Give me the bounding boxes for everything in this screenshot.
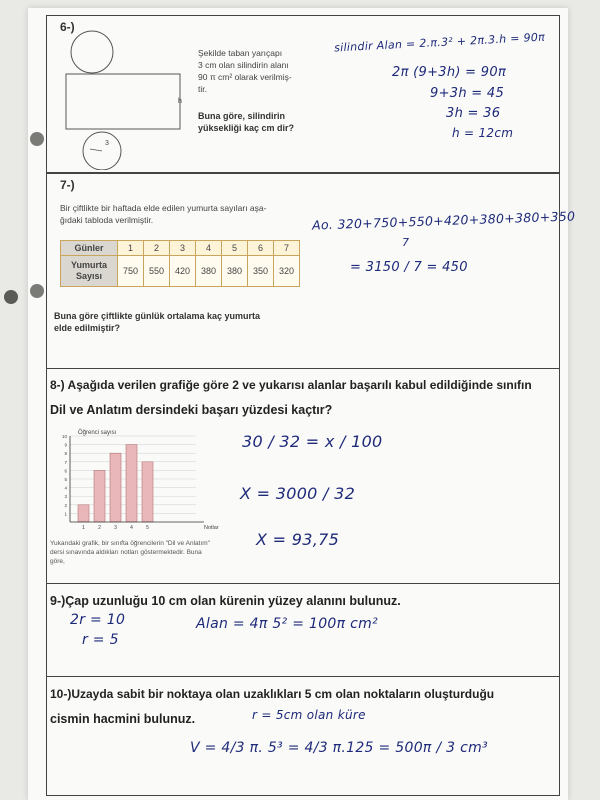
question-7-question: Buna göre çiftlikte günlük ortalama kaç yumurta elde edilmiştir? — [54, 311, 261, 333]
handwriting-q10-line1: r = 5cm olan küre — [252, 708, 366, 722]
handwriting-q6-line4: 3h = 36 — [446, 106, 501, 121]
chart-y-tick-label: 1 — [64, 511, 67, 517]
handwriting-q9-line2: r = 5 — [82, 632, 119, 648]
chart-x-tick-label: 3 — [114, 525, 117, 530]
chart-bar — [110, 453, 121, 522]
handwriting-q8-line2: X = 3000 / 32 — [240, 484, 356, 503]
question-8-line1: 8-) Aşağıda verilen grafiğe göre 2 ve yukarısı alanlar başarılı kabul edildiğinde sınıfın — [50, 378, 532, 392]
table-cell-day: 2 — [144, 241, 170, 256]
handwriting-q6-line5: h = 12cm — [452, 126, 514, 140]
table-cell-value: 420 — [170, 256, 196, 287]
handwriting-q8-line3: X = 93,75 — [256, 530, 340, 549]
question-8-line2: Dil ve Anlatım dersindeki başarı yüzdesi kaçtır? — [50, 403, 333, 417]
chart-y-tick-label: 7 — [64, 459, 67, 465]
chart-y-tick-label: 3 — [64, 494, 67, 500]
chart-bars — [78, 445, 153, 522]
handwriting-q6-line2: 2π (9+3h) = 90π — [392, 65, 507, 80]
table-cell-value: 550 — [144, 256, 170, 287]
chart-caption: Yukarıdaki grafik, bir sınıfta öğrencilerin "Dil ve Anlatım" dersi sınavında aldıkları notları göstermektedir. Buna göre, — [50, 540, 210, 565]
chart-ylabel: Öğrenci sayısı — [78, 430, 117, 436]
handwriting-q9-line3: Alan = 4π 5² = 100π cm² — [196, 616, 378, 632]
table-cell-value: 380 — [196, 256, 222, 287]
handwriting-q6-line3: 9+3h = 45 — [430, 86, 505, 101]
handwriting-q7-line2: 7 — [402, 236, 410, 249]
table-header-days: Günler — [61, 241, 118, 256]
chart-x-tick-label: 1 — [82, 525, 85, 530]
question-7-text: Bir çiftlikte bir haftada elde edilen yumurta sayıları aşa- ğıdaki tabloda verilmiştir. — [60, 203, 267, 225]
table-cell-day: 4 — [196, 241, 222, 256]
chart-bar — [126, 445, 137, 522]
question-9-text: 9-)Çap uzunluğu 10 cm olan kürenin yüzey alanını bulunuz. — [50, 594, 401, 608]
table-cell-day: 3 — [170, 241, 196, 256]
punch-hole — [30, 132, 44, 146]
handwriting-q7-line1: Ao. 320+750+550+420+380+380+350 — [311, 208, 576, 233]
chart-y-tick-label: 8 — [64, 451, 67, 457]
question-10-line2: cismin hacmini bulunuz. — [50, 712, 196, 726]
table-header-eggs: Yumurta Sayısı — [61, 256, 118, 287]
question-7-number: 7-) — [60, 178, 75, 192]
chart-y-tick-label: 9 — [64, 442, 67, 448]
chart-x-tick-label: 4 — [130, 525, 133, 530]
handwriting-q10-line2: V = 4/3 π. 5³ = 4/3 π.125 = 500π / 3 cm³ — [190, 740, 488, 756]
handwriting-q9-line1: 2r = 10 — [70, 612, 126, 628]
question-6-text: Şekilde taban yarıçapı 3 cm olan silindirin alanı 90 π cm² olarak verilmiş- tir. — [198, 48, 292, 94]
punch-hole — [30, 284, 44, 298]
question-6-question: Buna göre, silindirin yüksekliği kaç cm dir? — [198, 111, 295, 133]
chart-y-tick-label: 2 — [64, 502, 67, 508]
table-cell-value: 320 — [274, 256, 300, 287]
chart-xlabel: Notlar — [204, 525, 219, 530]
table-cell-day: 1 — [118, 241, 144, 256]
table-cell-value: 350 — [248, 256, 274, 287]
handwriting-q6-line1: silindir Alan = 2.π.3² + 2π.3.h = 90π — [333, 30, 546, 55]
egg-count-table — [60, 240, 300, 287]
grade-bar-chart — [54, 426, 244, 530]
question-6-number: 6-) — [60, 20, 75, 34]
chart-x-tick-label: 2 — [98, 525, 101, 530]
chart-y-tick-label: 10 — [61, 434, 67, 439]
chart-bar — [78, 505, 89, 522]
table-cell-day: 6 — [248, 241, 274, 256]
cylinder-net-figure — [60, 30, 190, 170]
chart-x-tick-label: 5 — [146, 525, 149, 530]
table-cell-day: 7 — [274, 241, 300, 256]
chart-bar — [142, 462, 153, 522]
chart-y-tick-label: 6 — [64, 468, 67, 474]
handwriting-q8-line1: 30 / 32 = x / 100 — [242, 432, 383, 451]
handwriting-q7-line3: = 3150 / 7 = 450 — [350, 260, 468, 275]
table-cell-day: 5 — [222, 241, 248, 256]
chart-x-ticks — [82, 525, 149, 530]
question-10-line1: 10-)Uzayda sabit bir noktaya olan uzaklıkları 5 cm olan noktaların oluşturduğu — [50, 687, 495, 701]
height-label: h — [178, 98, 182, 105]
table-cell-value: 380 — [222, 256, 248, 287]
punch-hole-shadow — [4, 290, 18, 304]
chart-y-tick-label: 4 — [64, 485, 67, 491]
chart-y-tick-label: 5 — [64, 477, 67, 482]
chart-bar — [94, 470, 105, 522]
radius-label: 3 — [105, 140, 109, 147]
table-cell-value: 750 — [118, 256, 144, 287]
chart-y-ticks — [62, 434, 68, 516]
